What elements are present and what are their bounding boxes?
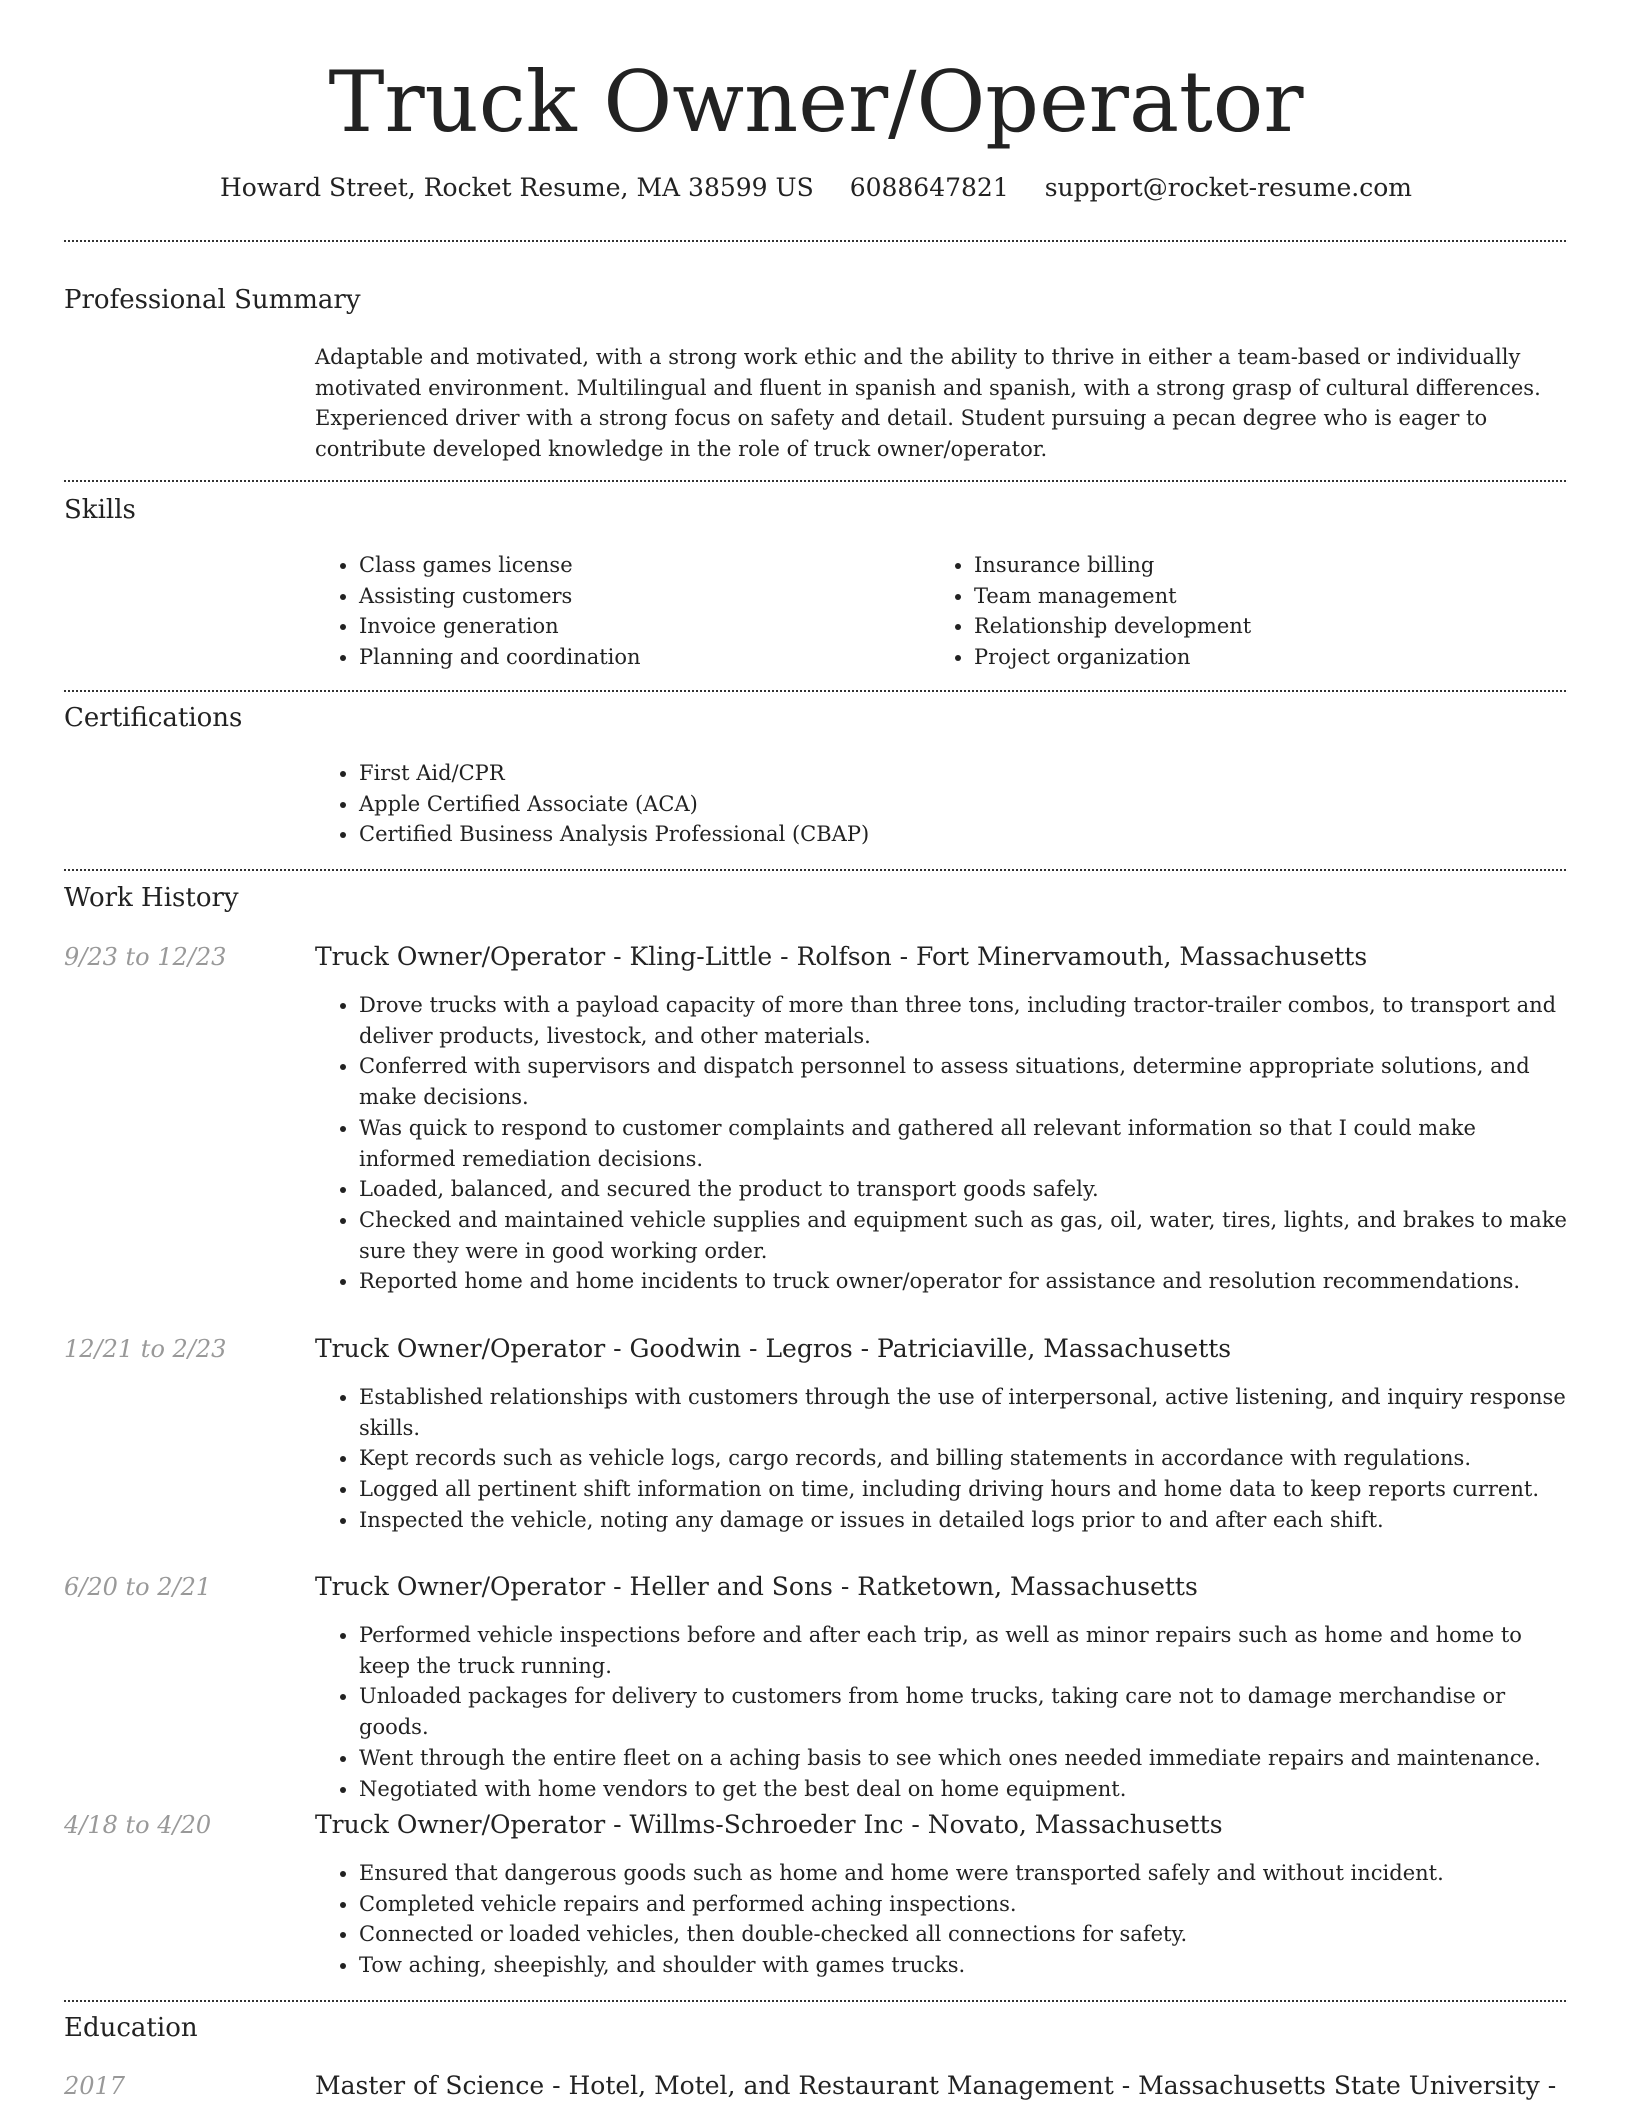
job-bullets (315, 990, 1574, 1297)
job-title: Truck Owner/Operator - Goodwin - Legros - Patriciaville, Massachusetts (315, 1334, 1232, 1363)
contact-phone: 6088647821 (849, 173, 1009, 202)
job-bullet: • Negotiated with home vendors to get the best deal on home equipment. (359, 1774, 1574, 1805)
job-bullets (315, 1382, 1574, 1536)
work-history-heading: Work History (64, 883, 239, 913)
contact-email: support@rocket-resume.com (1044, 173, 1413, 202)
section-divider (64, 2000, 1566, 2002)
job-title: Truck Owner/Operator - Willms-Schroeder Inc - Novato, Massachusetts (315, 1810, 1223, 1839)
job-bullet: • Conferred with supervisors and dispatch personnel to assess situations, determine appropriate solutions, and make decisions. (359, 1051, 1574, 1112)
summary-heading: Professional Summary (64, 285, 361, 315)
skill-item: • Class games license (359, 550, 919, 581)
job-bullet: • Tow aching, sheepishly, and shoulder with games trucks. (359, 1950, 1574, 1981)
section-divider (64, 869, 1566, 871)
skill-item: • Invoice generation (359, 611, 919, 642)
skill-item: • Relationship development (974, 611, 1574, 642)
summary-text: Adaptable and motivated, with a strong work ethic and the ability to thrive in either a team-based or individually motivated environment. Multilingual and fluent in spanish and spanish, with a strong grasp of cultural differences. Experienced driver with a strong focus on safety and detail. Student pursuing a pecan degree who is eager to contribute developed knowledge in the role of truck owner/operator. (315, 345, 1541, 462)
candidate-name: Truck Owner/Operator (328, 53, 1304, 151)
job-bullet: • Completed vehicle repairs and performed aching inspections. (359, 1889, 1574, 1920)
certification-item: • Certified Business Analysis Professional (CBAP) (359, 819, 1559, 850)
job-bullet: • Was quick to respond to customer complaints and gathered all relevant information so that I could make informed remediation decisions. (359, 1113, 1574, 1174)
job-title: Truck Owner/Operator - Kling-Little - Rolfson - Fort Minervamouth, Massachusetts (315, 942, 1368, 971)
skill-item: • Project organization (974, 642, 1574, 673)
job-bullet: • Connected or loaded vehicles, then double-checked all connections for safety. (359, 1919, 1574, 1950)
job-bullet: • Drove trucks with a payload capacity of more than three tons, including tractor-trailer combos, to transport and deliver products, livestock, and other materials. (359, 990, 1574, 1051)
job-bullet: • Loaded, balanced, and secured the product to transport goods safely. (359, 1174, 1574, 1205)
job-bullet: • Went through the entire fleet on a aching basis to see which ones needed immediate repairs and maintenance. (359, 1743, 1574, 1774)
job-dates: 9/23 to 12/23 (64, 943, 227, 971)
section-divider (64, 240, 1566, 242)
skills-list-left (315, 550, 919, 673)
job-bullet: • Inspected the vehicle, noting any damage or issues in detailed logs prior to and after each shift. (359, 1505, 1574, 1536)
skills-list-right (930, 550, 1574, 673)
job-dates: 6/20 to 2/21 (64, 1573, 212, 1601)
job-bullet: • Ensured that dangerous goods such as home and home were transported safely and without incident. (359, 1858, 1574, 1889)
certification-item: • First Aid/CPR (359, 758, 1559, 789)
section-divider (64, 480, 1566, 482)
job-bullets (315, 1620, 1574, 1804)
job-bullet: • Established relationships with customers through the use of interpersonal, active listening, and inquiry response skills. (359, 1382, 1574, 1443)
job-bullets (315, 1858, 1574, 1981)
job-title: Truck Owner/Operator - Heller and Sons - Ratketown, Massachusetts (315, 1572, 1198, 1601)
skills-heading: Skills (64, 495, 136, 525)
job-bullet: • Reported home and home incidents to truck owner/operator for assistance and resolution recommendations. (359, 1266, 1574, 1297)
job-bullet: • Logged all pertinent shift information on time, including driving hours and home data to keep reports current. (359, 1474, 1574, 1505)
job-bullet: • Unloaded packages for delivery to customers from home trucks, taking care not to damage merchandise or goods. (359, 1681, 1574, 1742)
contact-address: Howard Street, Rocket Resume, MA 38599 US (219, 173, 814, 202)
skill-item: • Assisting customers (359, 581, 919, 612)
education-heading: Education (64, 2013, 198, 2043)
section-divider (64, 690, 1566, 692)
certification-item: • Apple Certified Associate (ACA) (359, 789, 1559, 820)
education-degree: Master of Science - Hotel, Motel, and Restaurant Management - Massachusetts State University - (315, 2071, 1557, 2100)
certifications-heading: Certifications (64, 703, 243, 733)
job-bullet: • Kept records such as vehicle logs, cargo records, and billing statements in accordance with regulations. (359, 1443, 1574, 1474)
skill-item: • Team management (974, 581, 1574, 612)
job-bullet: • Checked and maintained vehicle supplies and equipment such as gas, oil, water, tires, lights, and brakes to make sure they were in good working order. (359, 1205, 1574, 1266)
job-dates: 12/21 to 2/23 (64, 1335, 227, 1363)
skill-item: • Planning and coordination (359, 642, 919, 673)
skill-item: • Insurance billing (974, 550, 1574, 581)
education-year: 2017 (64, 2072, 126, 2100)
contact-line (0, 170, 1632, 206)
certifications-list (315, 758, 1559, 850)
job-dates: 4/18 to 4/20 (64, 1811, 212, 1839)
job-bullet: • Performed vehicle inspections before and after each trip, as well as minor repairs such as home and home to keep the truck running. (359, 1620, 1574, 1681)
